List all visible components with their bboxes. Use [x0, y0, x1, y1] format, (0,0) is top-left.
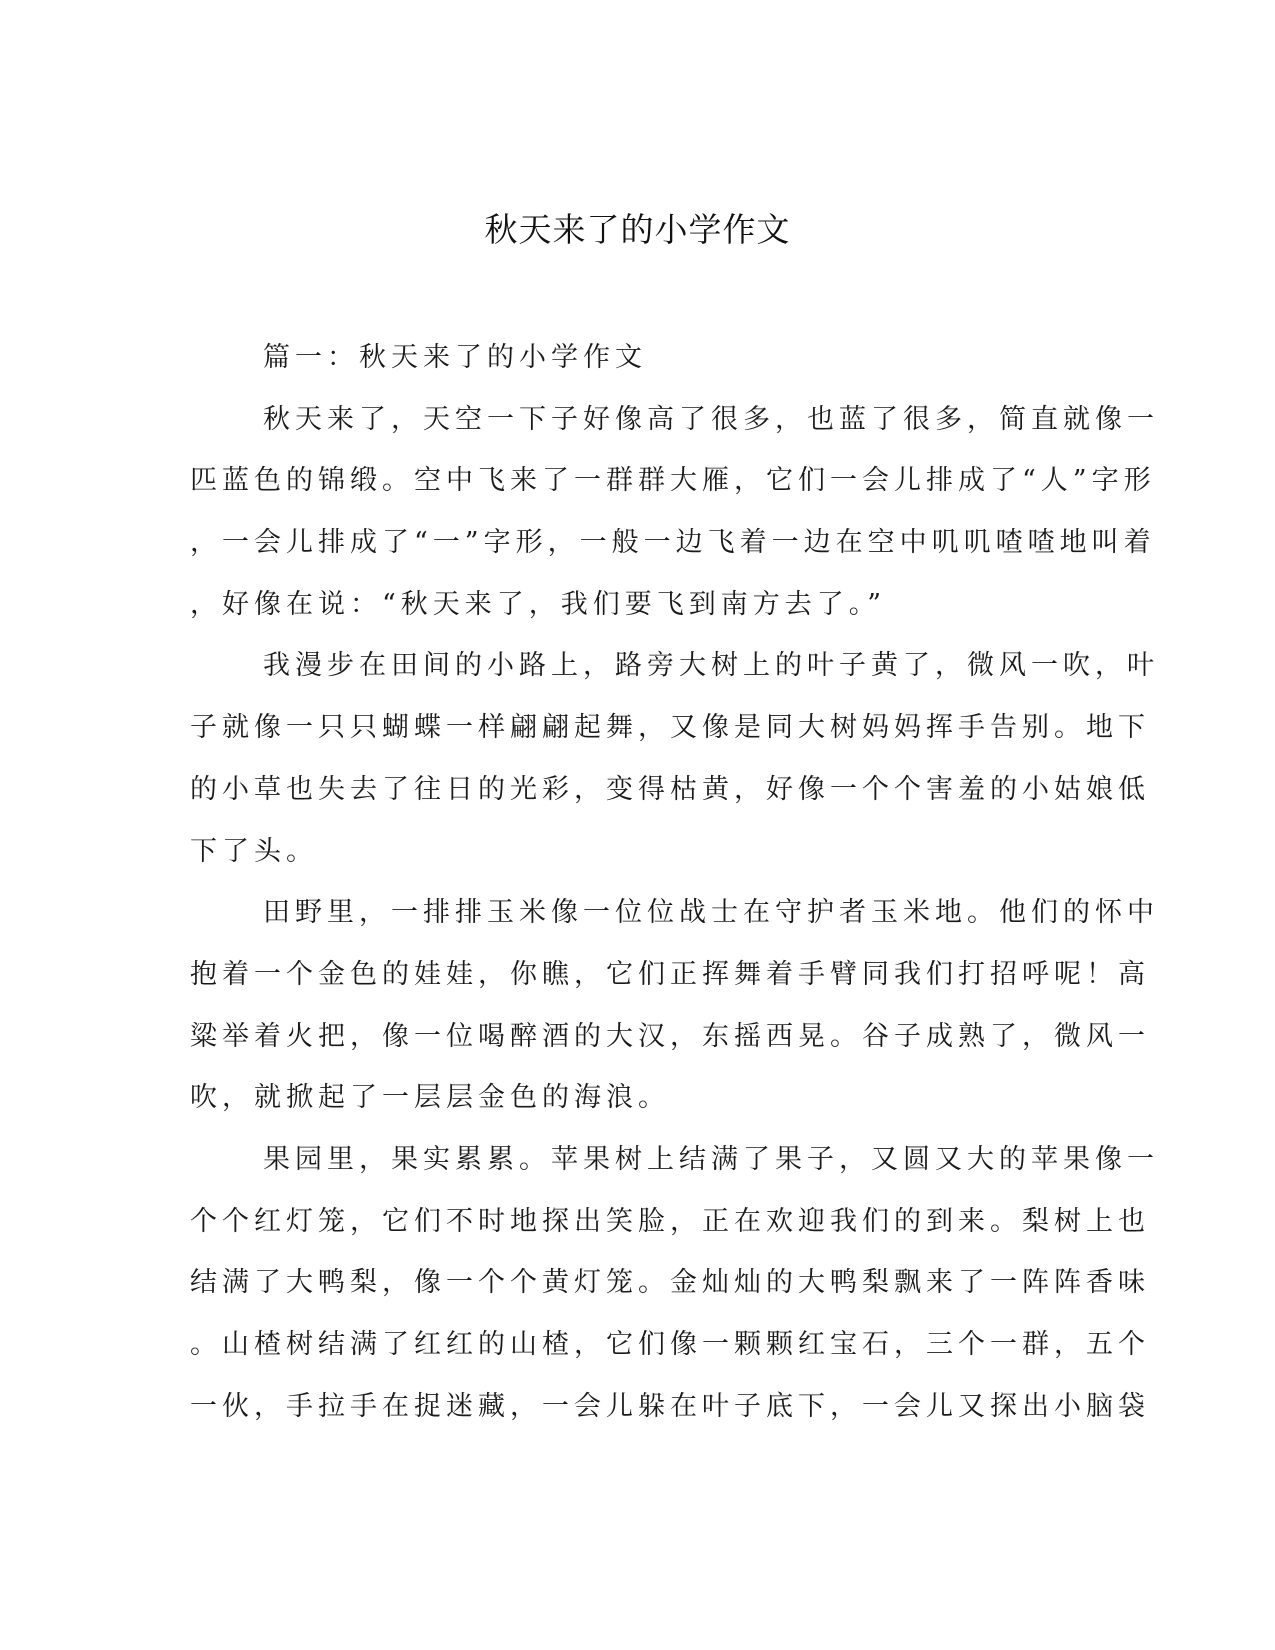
paragraph-section-heading — [190, 327, 1080, 389]
text-line: 吹，就掀起了一层层金色的海浪。 — [190, 1082, 670, 1114]
paragraph-orchard — [190, 1129, 1159, 1437]
text-line: 个个红灯笼，它们不时地探出笑脸，正在欢迎我们的到来。梨树上也 — [190, 1205, 1150, 1237]
text-line: ，好像在说：“秋天来了，我们要飞到南方去了。” — [190, 588, 887, 620]
paragraph-autumn-sky — [190, 389, 1159, 636]
text-line: 匹蓝色的锦缎。空中飞来了一群群大雁，它们一会儿排成了“人”字形 — [190, 465, 1156, 497]
text-line: 下了头。 — [190, 835, 318, 867]
text-line: 秋天来了，天空一下子好像高了很多，也蓝了很多，简直就像一 — [263, 403, 1159, 435]
text-line: 抱着一个金色的娃娃，你瞧，它们正挥舞着手臂同我们打招呼呢！高 — [190, 958, 1150, 990]
text-line: 结满了大鸭梨，像一个个黄灯笼。金灿灿的大鸭梨飘来了一阵阵香味 — [190, 1267, 1150, 1299]
text-line: 我漫步在田间的小路上，路旁大树上的叶子黄了，微风一吹，叶 — [263, 650, 1159, 682]
text-line: 子就像一只只蝴蝶一样翩翩起舞，又像是同大树妈妈挥手告别。地下 — [190, 712, 1150, 744]
text-line: 的小草也失去了往日的光彩，变得枯黄，好像一个个害羞的小姑娘低 — [190, 773, 1150, 805]
text-line: 果园里，果实累累。苹果树上结满了果子，又圆又大的苹果像一 — [263, 1143, 1159, 1175]
text-line: 田野里，一排排玉米像一位位战士在守护者玉米地。他们的怀中 — [263, 897, 1159, 929]
text-line: 粱举着火把，像一位喝醉酒的大汉，东摇西晃。谷子成熟了，微风一 — [190, 1020, 1150, 1052]
document-title: 秋天来了的小学作文 — [484, 210, 791, 249]
text-line: 篇一：秋天来了的小学作文 — [263, 342, 647, 373]
text-line: 。山楂树结满了红红的山楂，它们像一颗颗红宝石，三个一群，五个 — [190, 1329, 1150, 1360]
paragraph-fields — [190, 882, 1159, 1129]
paragraph-country-path — [190, 635, 1159, 882]
document-body — [190, 327, 1159, 1437]
text-line: ，一会儿排成了“一”字形，一般一边飞着一边在空中叽叽喳喳地叫着 — [190, 527, 1156, 559]
text-line: 一伙，手拉手在捉迷藏，一会儿躲在叶子底下，一会儿又探出小脑袋 — [190, 1390, 1150, 1422]
